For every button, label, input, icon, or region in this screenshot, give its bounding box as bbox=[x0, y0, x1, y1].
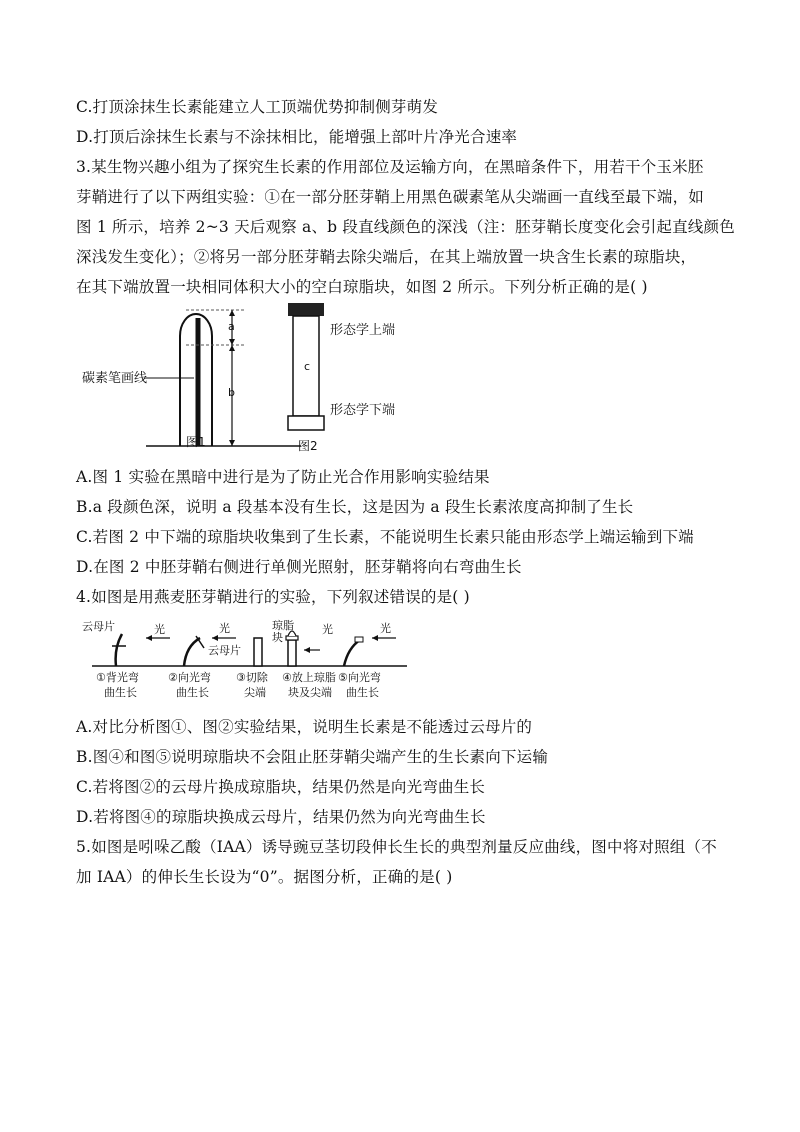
question-4: 4.如图是用燕麦胚芽鞘进行的实验，下列叙述错误的是( ) bbox=[76, 588, 470, 606]
fig3-caption-5b: 曲生长 bbox=[346, 686, 379, 699]
option-b-q4: B.图④和图⑤说明琼脂块不会阻止胚芽鞘尖端产生的生长素向下运输 bbox=[76, 748, 549, 766]
question-5-line-1: 5.如图是吲哚乙酸（IAA）诱导豌豆茎切段伸长生长的典型剂量反应曲线，图中将对照组（不 bbox=[76, 838, 717, 856]
fig3-caption-1b: 曲生长 bbox=[104, 686, 137, 699]
option-c-q2: C.打顶涂抹生长素能建立人工顶端优势抑制侧芽萌发 bbox=[76, 98, 439, 116]
fig3-caption-1a: ①背光弯 bbox=[96, 671, 139, 684]
figure-1-label-a: a bbox=[228, 320, 235, 333]
figure-1-label-line: 碳素笔画线 bbox=[82, 371, 148, 386]
figure-2-label-top: 形态学上端 bbox=[330, 323, 396, 338]
fig3-caption-5a: ⑤向光弯 bbox=[338, 671, 381, 684]
option-c-q4: C.若将图②的云母片换成琼脂块，结果仍然是向光弯曲生长 bbox=[76, 778, 486, 796]
fig3-light-4: 光 bbox=[380, 622, 391, 635]
figure-2-label-c: c bbox=[304, 360, 311, 373]
figure-1-caption: 图1 bbox=[186, 435, 206, 449]
fig3-caption-4a: ④放上琼脂 bbox=[282, 671, 336, 684]
fig3-light-2: 光 bbox=[219, 622, 230, 635]
fig3-agar-l1: 琼脂 bbox=[272, 619, 294, 632]
option-d-q2: D.打顶后涂抹生长素与不涂抹相比，能增强上部叶片净光合速率 bbox=[76, 128, 518, 146]
fig3-mica-1: 云母片 bbox=[82, 620, 115, 633]
fig3-light-3: 光 bbox=[322, 623, 333, 636]
fig3-mica-2: 云母片 bbox=[208, 644, 241, 657]
option-d-q4: D.若将图④的琼脂块换成云母片，结果仍然为向光弯曲生长 bbox=[76, 808, 486, 826]
question-5-line-2: 加 IAA）的伸长生长设为“0”。据图分析，正确的是( ) bbox=[76, 868, 453, 886]
fig3-light-1: 光 bbox=[154, 623, 165, 636]
fig3-agar-l2: 块 bbox=[272, 631, 283, 644]
fig3-caption-2a: ②向光弯 bbox=[168, 671, 211, 684]
question-3-line-3: 图 1 所示，培养 2~3 天后观察 a、b 段直线颜色的深浅（注：胚芽鞘长度变化会引起直线颜色 bbox=[76, 218, 735, 236]
figure-1-label-b: b bbox=[228, 386, 235, 399]
option-a-q4: A.对比分析图①、图②实验结果，说明生长素是不能透过云母片的 bbox=[76, 718, 533, 736]
fig3-caption-2b: 曲生长 bbox=[176, 686, 209, 699]
option-d-q3: D.在图 2 中胚芽鞘右侧进行单侧光照射，胚芽鞘将向右弯曲生长 bbox=[76, 558, 522, 576]
question-3-line-5: 在其下端放置一块相同体积大小的空白琼脂块，如图 2 所示。下列分析正确的是( ) bbox=[76, 278, 648, 296]
fig3-caption-3a: ③切除 bbox=[236, 671, 268, 684]
fig3-caption-3b: 尖端 bbox=[244, 686, 266, 699]
figure-1-coleoptile bbox=[146, 314, 301, 446]
fig3-caption-4b: 块及尖端 bbox=[288, 686, 332, 699]
option-b-q3: B.a 段颜色深，说明 a 段基本没有生长，这是因为 a 段生长素浓度高抑制了生长 bbox=[76, 498, 634, 516]
figure-1-and-2 bbox=[76, 298, 416, 458]
question-3-line-4: 深浅发生变化）；②将另一部分胚芽鞘去除尖端后，在其上端放置一块含生长素的琼脂块， bbox=[76, 248, 697, 266]
figure-2-caption: 图2 bbox=[298, 439, 318, 453]
figure-2-label-bottom: 形态学下端 bbox=[330, 403, 396, 418]
question-3-line-2: 芽鞘进行了以下两组实验：①在一部分胚芽鞘上用黑色碳素笔从尖端画一直线至最下端，如 bbox=[76, 188, 705, 206]
figure-oat-coleoptile-experiment bbox=[82, 618, 412, 708]
option-a-q3: A.图 1 实验在黑暗中进行是为了防止光合作用影响实验结果 bbox=[76, 468, 490, 486]
option-c-q3: C.若图 2 中下端的琼脂块收集到了生长素，不能说明生长素只能由形态学上端运输到下端 bbox=[76, 528, 694, 546]
question-3-line-1: 3.某生物兴趣小组为了探究生长素的作用部位及运输方向，在黑暗条件下，用若干个玉米胚 bbox=[76, 158, 704, 176]
